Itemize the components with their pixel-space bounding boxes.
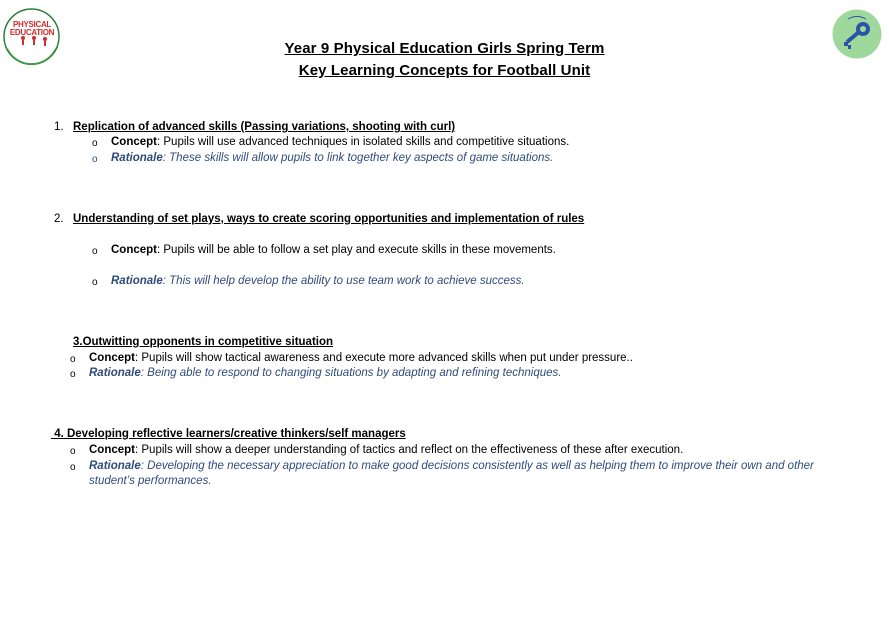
rationale-label: Rationale	[89, 367, 141, 379]
page-subtitle: Key Learning Concepts for Football Unit	[298, 62, 591, 79]
concept-label: Concept	[89, 352, 135, 364]
rationale-text: : Developing the necessary appreciation to make good decisions consistently as well as helping them to improve their own and other	[140, 460, 814, 472]
concept-label: Concept	[111, 136, 157, 148]
bullet-icon: o	[92, 277, 98, 288]
page-title: Year 9 Physical Education Girls Spring Term	[284, 40, 605, 57]
section-4-rationale-continued: student’s performances.	[89, 475, 212, 487]
section-1-rationale	[111, 152, 553, 164]
rationale-text: : Being able to respond to changing situations by adapting and refining techniques.	[140, 367, 562, 379]
section-1-heading: Replication of advanced skills (Passing variations, shooting with curl)	[73, 121, 456, 133]
concept-label: Concept	[111, 244, 157, 256]
bullet-icon: o	[92, 154, 98, 165]
concept-label: Concept	[89, 444, 135, 456]
bullet-icon: o	[92, 246, 98, 257]
section-3-rationale	[89, 367, 561, 379]
concept-text: : Pupils will show a deeper understanding of tactics and reflect on the effectiveness of these after execution.	[135, 444, 684, 456]
concept-text: : Pupils will show tactical awareness and execute more advanced skills when put under pressure..	[135, 352, 633, 364]
bullet-icon: o	[92, 138, 98, 149]
bullet-icon: o	[70, 369, 76, 380]
section-4-rationale	[89, 460, 814, 472]
rationale-text: : These skills will allow pupils to link together key aspects of game situations.	[162, 152, 554, 164]
bullet-icon: o	[70, 354, 76, 365]
section-2-concept	[111, 244, 556, 256]
section-2-number: 2.	[54, 213, 64, 225]
section-2-rationale	[111, 275, 525, 287]
pe-logo-text-1: PHYSICAL	[12, 20, 52, 29]
pe-logo-text-2: EDUCATION	[9, 28, 55, 37]
rationale-label: Rationale	[111, 275, 163, 287]
section-1-concept	[111, 136, 569, 148]
bullet-icon: o	[70, 462, 76, 473]
concept-text: : Pupils will be able to follow a set play and execute skills in these movements.	[157, 244, 556, 256]
section-4-concept	[89, 444, 683, 456]
bullet-icon: o	[70, 446, 76, 457]
rationale-text: : This will help develop the ability to use team work to achieve success.	[162, 275, 525, 287]
section-2-heading: Understanding of set plays, ways to create scoring opportunities and implementation of rules	[73, 213, 585, 225]
section-4-heading: 4. Developing reflective learners/creative thinkers/self managers	[51, 428, 406, 440]
rationale-label: Rationale	[111, 152, 163, 164]
section-3-heading: 3.Outwitting opponents in competitive situation	[73, 336, 334, 348]
section-1-number: 1.	[54, 121, 64, 133]
section-3-concept	[89, 352, 633, 364]
concept-text: : Pupils will use advanced techniques in isolated skills and competitive situations.	[157, 136, 570, 148]
rationale-label: Rationale	[89, 460, 141, 472]
